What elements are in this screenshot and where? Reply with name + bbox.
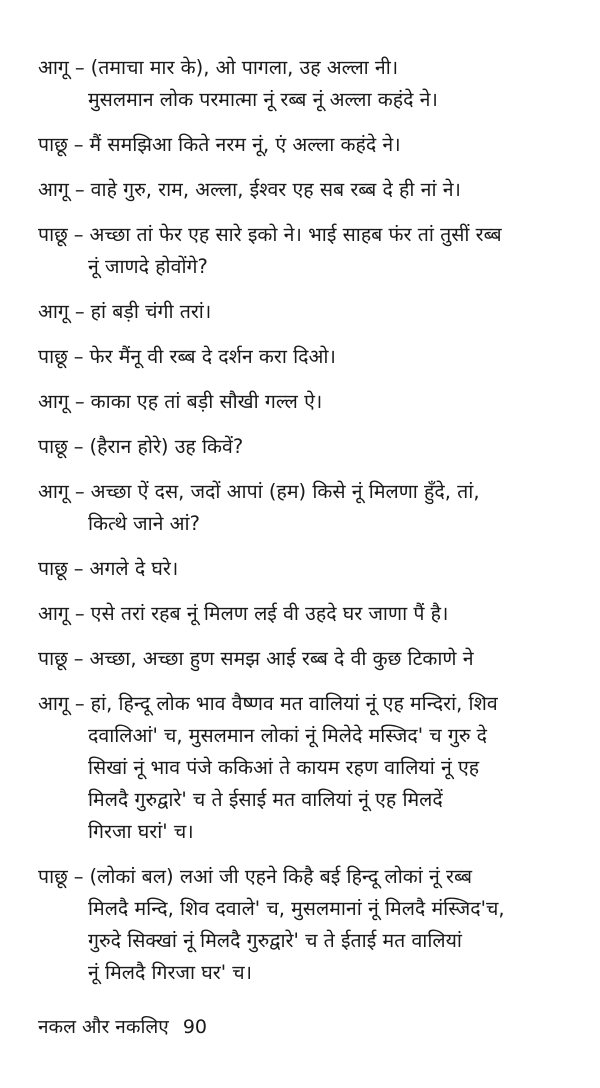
speaker-name: पाछू xyxy=(38,647,68,670)
speaker-name: पाछू xyxy=(38,557,68,580)
dialogue-line: नूं मिलदै गिरजा घर' च। xyxy=(88,961,253,984)
speaker-dash: – xyxy=(73,647,84,670)
dialogue-line: काका एह तां बड़ी सौखी गल्ल ऐ। xyxy=(90,390,323,413)
speaker-name: आगू xyxy=(38,602,69,625)
speaker-dash: – xyxy=(74,480,85,503)
speaker-dash: – xyxy=(73,133,84,156)
dialogue-line: अच्छा तां फेर एह सारे इको ने। भाई साहब फंर तां तुसीं रब्ब xyxy=(89,223,502,246)
dialogue-line: मैं समझिआ किते नरम नूं, एं अल्ला कहंदे ने। xyxy=(89,133,401,156)
speaker-dash: – xyxy=(74,178,85,201)
dialogue-entry xyxy=(38,52,590,116)
dialogue-line: कित्थे जाने आं? xyxy=(88,512,200,535)
dialogue-line: गिरजा घरां' च। xyxy=(88,820,194,843)
speaker-dash: – xyxy=(74,602,85,625)
dialogue-line: दवालिआं' च, मुसलमान लोकां नूं मिलेदे मस्जिद' च गुरु दे xyxy=(88,724,488,747)
speaker-name: आगू xyxy=(38,178,69,201)
dialogue-line: (तमाचा मार के), ओ पागला, उह अल्ला नी। xyxy=(90,56,399,79)
dialogue-line: फेर मैंनू वी रब्ब दे दर्शन करा दिओ। xyxy=(89,345,336,368)
dialogue-entry xyxy=(38,341,590,373)
speaker-name: आगू xyxy=(38,480,69,503)
dialogue-entry xyxy=(38,476,590,540)
speaker-name: पाछू xyxy=(38,223,68,246)
dialogue-entry xyxy=(38,174,590,206)
speaker-name: पाछू xyxy=(38,865,68,888)
dialogue-line: मिलदै मन्दि, शिव दवाले' च, मुसलमानां नूं मिलदै मंस्जिद'च, xyxy=(88,897,505,920)
dialogue-line: अच्छा, अच्छा हुण समझ आई रब्ब दे वी कुछ टिकाणे ने xyxy=(89,647,474,670)
speaker-dash: – xyxy=(73,223,84,246)
page-footer xyxy=(38,1014,207,1040)
dialogue-line: अगले दे घरे। xyxy=(89,557,179,580)
speaker-dash: – xyxy=(74,300,85,323)
dialogue-entry xyxy=(38,386,590,418)
dialogue-line: हां, हिन्दू लोक भाव वैष्णव मत वालियां नूं एह मन्दिरां, शिव xyxy=(90,692,498,715)
dialogue-entry xyxy=(38,688,590,848)
dialogue-line: हां बड़ी चंगी तरां। xyxy=(90,300,212,323)
speaker-dash: – xyxy=(74,56,85,79)
dialogue-line: एसे तरां रहब नूं मिलण लई वी उहदे घर जाणा पैं है। xyxy=(90,602,449,625)
dialogue-line: मुसलमान लोक परमात्मा नूं रब्ब नूं अल्ला कहंदे ने। xyxy=(88,88,438,111)
dialogue-line: (लोकां बल) लआं जी एहने किहै बई हिन्दू लोकां नूं रब्ब xyxy=(89,865,473,888)
dialogue-block xyxy=(38,52,590,1002)
dialogue-line: गुरुदे सिक्खां नूं मिलदै गुरुद्वारे' च ते ईताई मत वालियां xyxy=(88,929,462,952)
speaker-name: आगू xyxy=(38,56,69,79)
speaker-name: पाछू xyxy=(38,435,68,458)
dialogue-entry xyxy=(38,861,590,989)
footer-book-title: नकल और नकलिए xyxy=(38,1016,169,1038)
dialogue-entry xyxy=(38,219,590,283)
dialogue-entry xyxy=(38,431,590,463)
speaker-dash: – xyxy=(74,692,85,715)
dialogue-line: मिलदै गुरुद्वारे' च ते ईसाई मत वालियां नूं एह मिलदें xyxy=(88,788,443,811)
dialogue-entry xyxy=(38,553,590,585)
page-number: 90 xyxy=(182,1016,207,1038)
speaker-name: आगू xyxy=(38,300,69,323)
dialogue-line: अच्छा ऐं दस, जदों आपां (हम) किसे नूं मिलणा हुँदे, तां, xyxy=(90,480,480,503)
speaker-dash: – xyxy=(73,345,84,368)
dialogue-line: वाहे गुरु, राम, अल्ला, ईश्वर एह सब रब्ब दे ही नां ने। xyxy=(90,178,461,201)
dialogue-entry xyxy=(38,598,590,630)
speaker-dash: – xyxy=(73,557,84,580)
speaker-dash: – xyxy=(73,435,84,458)
dialogue-line: सिखां नूं भाव पंजे ककिआं ते कायम रहण वालियां नूं एह xyxy=(88,756,480,779)
dialogue-line: (हैरान होरे) उह किवें? xyxy=(89,435,244,458)
dialogue-entry xyxy=(38,129,590,161)
dialogue-line: नूं जाणदे होवोंगे? xyxy=(88,255,208,278)
dialogue-entry xyxy=(38,643,590,675)
dialogue-entry xyxy=(38,296,590,328)
speaker-name: पाछू xyxy=(38,133,68,156)
speaker-name: पाछू xyxy=(38,345,68,368)
speaker-dash: – xyxy=(73,865,84,888)
speaker-dash: – xyxy=(74,390,85,413)
speaker-name: आगू xyxy=(38,390,69,413)
speaker-name: आगू xyxy=(38,692,69,715)
